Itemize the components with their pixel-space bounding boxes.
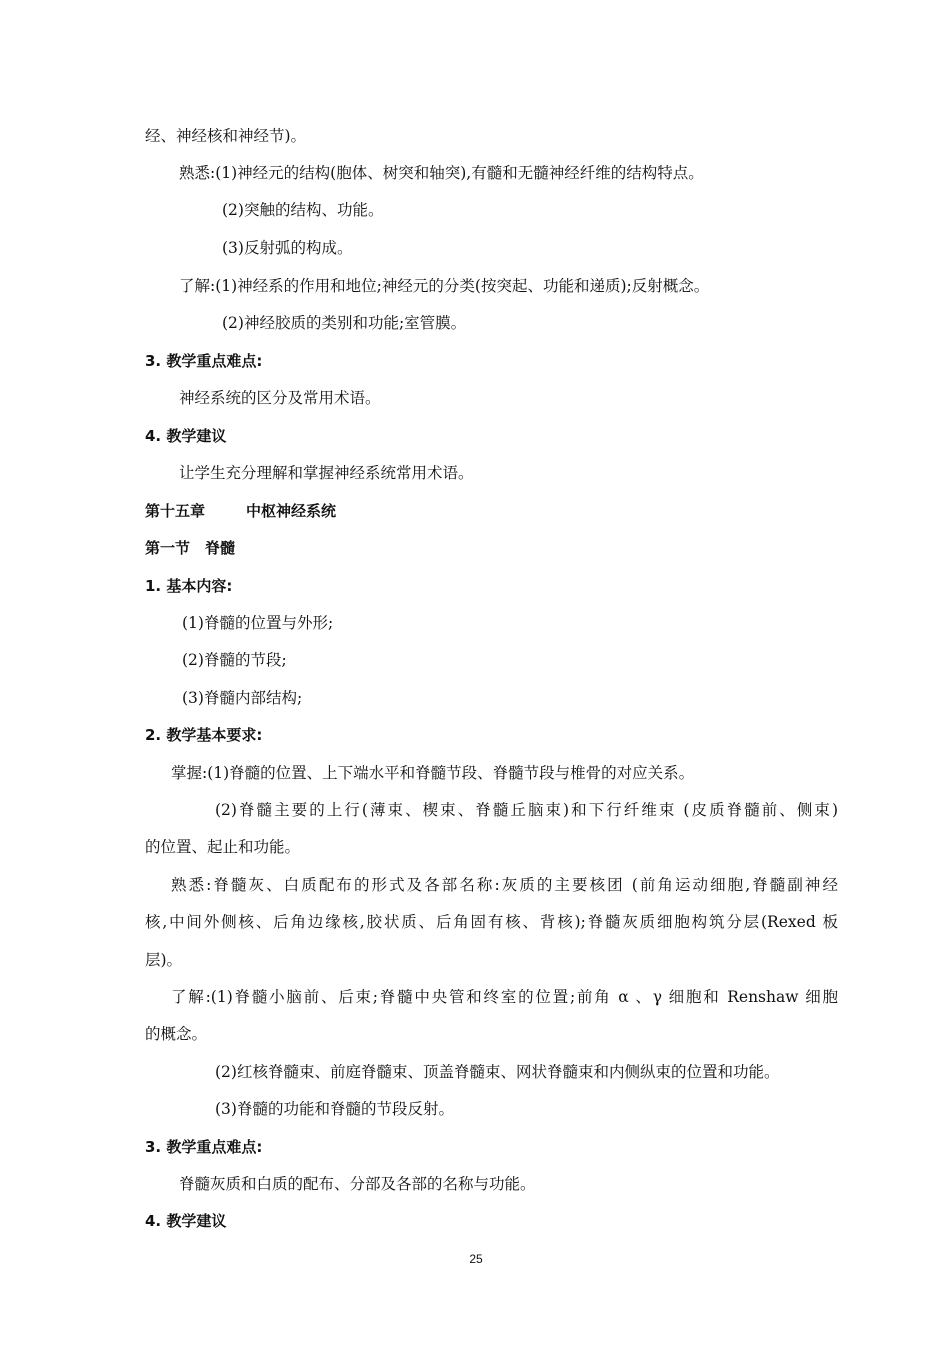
text-line: 经、神经核和神经节)。 — [145, 127, 307, 145]
text-line: 熟悉:脊髓灰、白质配布的形式及各部名称:灰质的主要核团 (前角运动细胞,脊髓副神经 — [171, 876, 838, 894]
text-line: (2)脊髓主要的上行(薄束、楔束、脊髓丘脑束)和下行纤维束 (皮质脊髓前、侧束) — [215, 801, 838, 819]
section-heading: 4. 教学建议 — [145, 427, 227, 445]
text-line: 了解:(1)神经系的作用和地位;神经元的分类(按突起、功能和递质);反射概念。 — [179, 277, 710, 295]
text-line: (1)脊髓的位置与外形; — [182, 614, 334, 632]
text-line: 掌握:(1)脊髓的位置、上下端水平和脊髓节段、脊髓节段与椎骨的对应关系。 — [171, 764, 695, 782]
chapter-title: 中枢神经系统 — [246, 502, 337, 520]
text-line: 让学生充分理解和掌握神经系统常用术语。 — [179, 464, 474, 482]
text-line: (2)脊髓的节段; — [182, 651, 287, 669]
section-heading: 3. 教学重点难点: — [145, 1138, 263, 1156]
text-line: 脊髓灰质和白质的配布、分部及各部的名称与功能。 — [179, 1175, 536, 1193]
text-line: 了解:(1)脊髓小脑前、后束;脊髓中央管和终室的位置;前角 α 、γ 细胞和 Renshaw 细胞 — [171, 988, 838, 1006]
text-line: (2)神经胶质的类别和功能;室管膜。 — [222, 314, 467, 332]
text-line: (3)脊髓的功能和脊髓的节段反射。 — [215, 1100, 454, 1118]
text-line: 层)。 — [145, 951, 183, 969]
section-heading: 1. 基本内容: — [145, 577, 233, 595]
text-line: 神经系统的区分及常用术语。 — [179, 389, 381, 407]
text-line: 的位置、起止和功能。 — [145, 838, 301, 856]
text-line: (2)突触的结构、功能。 — [222, 201, 384, 219]
section-title: 第一节 脊髓 — [145, 539, 236, 557]
text-line: 的概念。 — [145, 1025, 208, 1043]
section-heading: 4. 教学建议 — [145, 1212, 227, 1230]
section-heading: 2. 教学基本要求: — [145, 726, 263, 744]
text-line: (3)反射弧的构成。 — [222, 239, 353, 257]
text-line: (3)脊髓内部结构; — [182, 689, 303, 707]
page-number: 25 — [469, 1252, 483, 1266]
text-line: 熟悉:(1)神经元的结构(胞体、树突和轴突),有髓和无髓神经纤维的结构特点。 — [179, 164, 704, 182]
chapter-number: 第十五章 — [145, 502, 206, 520]
section-heading: 3. 教学重点难点: — [145, 352, 263, 370]
text-line: 核,中间外侧核、后角边缘核,胶状质、后角固有核、背核);脊髓灰质细胞构筑分层(Rexed 板 — [145, 913, 838, 931]
text-line: (2)红核脊髓束、前庭脊髓束、顶盖脊髓束、网状脊髓束和内侧纵束的位置和功能。 — [215, 1063, 780, 1081]
